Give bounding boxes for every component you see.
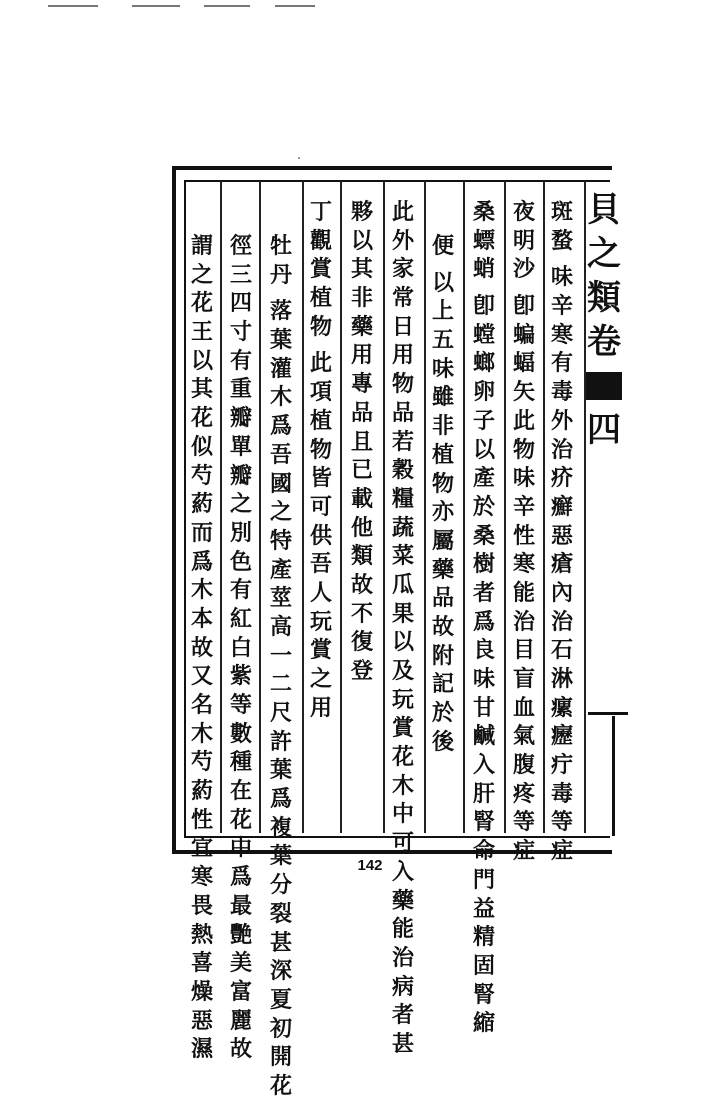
top-rule-2 [132, 5, 180, 7]
text-char: 卵 [472, 379, 495, 406]
text-char: 瓜 [391, 571, 414, 598]
text-char: 宜 [190, 835, 213, 862]
text-char: 之 [229, 491, 252, 518]
text-char: 熱 [190, 921, 213, 948]
text-char: 在 [229, 778, 252, 805]
text-char: 味 [431, 355, 454, 382]
text-char: 故 [190, 634, 213, 661]
header-char: 卷 [587, 322, 621, 362]
fishtail-mark [586, 372, 622, 400]
text-char: 物 [391, 371, 414, 398]
text-char: 葯 [190, 491, 213, 518]
text-char: 瘡 [550, 551, 573, 578]
column-separator [504, 181, 506, 833]
text-char: 卽 [512, 293, 535, 320]
entry-heading-char: 斑 [550, 199, 573, 225]
text-char: 藥 [431, 556, 454, 583]
top-rule-3 [204, 5, 250, 7]
text-char: 矢 [512, 379, 535, 406]
text-char: 蝠 [512, 350, 535, 377]
text-char: 治 [550, 436, 573, 463]
text-char: 賞 [309, 637, 332, 664]
text-char: 花 [391, 744, 414, 771]
text-char: 供 [309, 522, 332, 549]
text-char: 爲 [269, 413, 292, 440]
text-char: 甚 [391, 1030, 414, 1057]
text-char: 玩 [391, 686, 414, 713]
text-char: 屬 [431, 527, 454, 554]
text-char: 許 [269, 728, 292, 755]
entry-heading-char: 丹 [269, 261, 292, 288]
text-char: 雖 [431, 384, 454, 411]
page-number: 142 [357, 857, 383, 874]
text-char: 外 [391, 227, 414, 254]
speck [298, 157, 300, 159]
heading-gap [548, 255, 576, 263]
text-char: 甚 [269, 929, 292, 956]
text-char: 芍 [190, 462, 213, 489]
text-char: 辛 [512, 493, 535, 520]
text-char: 腎 [472, 809, 495, 836]
text-char: 疼 [512, 780, 535, 807]
text-char: 類 [350, 543, 373, 570]
column-separator [302, 181, 304, 833]
text-char: 紅 [229, 605, 252, 632]
text-char: 產 [472, 465, 495, 492]
text-char: 及 [391, 658, 414, 684]
text-char: 者 [391, 1002, 414, 1029]
text-column-10 [188, 232, 216, 1064]
text-char: 此 [309, 350, 332, 377]
text-char: 芍 [190, 749, 213, 776]
header-rule [588, 712, 628, 715]
text-char: 木 [269, 384, 292, 411]
heading-gap [307, 341, 335, 349]
text-char: 螳 [472, 321, 495, 348]
text-char: 藥 [391, 887, 414, 914]
text-char: 癧 [550, 723, 573, 750]
text-char: 附 [431, 642, 454, 669]
text-char: 治 [550, 608, 573, 635]
text-column-4 [429, 232, 457, 756]
text-char: 開 [269, 1044, 292, 1071]
text-char: 入 [391, 858, 414, 885]
top-rule-1 [48, 5, 98, 7]
text-char: 常 [391, 285, 414, 312]
text-char: 盲 [512, 666, 535, 692]
text-char: 別 [229, 519, 252, 546]
text-char: 治 [512, 608, 535, 635]
text-char: 果 [391, 600, 414, 627]
text-char: 毒 [550, 379, 573, 406]
text-char [429, 261, 457, 269]
text-char: 腹 [512, 752, 535, 779]
text-char: 莖 [269, 585, 292, 612]
text-char: 尺 [269, 700, 292, 726]
entry-heading-char: 牡 [269, 233, 292, 259]
text-char: 四 [229, 290, 252, 317]
text-char: 夥 [350, 199, 373, 225]
text-char: 物 [309, 436, 332, 463]
text-char: 葉 [269, 757, 292, 784]
text-column-5 [389, 198, 417, 1059]
running-header [580, 188, 628, 633]
text-char: 木 [391, 772, 414, 799]
text-char: 蔬 [391, 514, 414, 541]
text-char: 初 [269, 1015, 292, 1042]
text-char: 以 [190, 347, 213, 374]
text-char: 子 [472, 407, 495, 434]
text-char: 上 [431, 298, 454, 325]
text-char: 命 [472, 838, 495, 865]
text-char: 花 [190, 405, 213, 432]
text-char: 桑 [472, 522, 495, 549]
text-char: 甘 [472, 694, 495, 721]
text-char: 謂 [190, 233, 213, 259]
text-char: 者 [472, 579, 495, 606]
text-char: 其 [190, 376, 213, 403]
text-char: 品 [391, 399, 414, 426]
text-column-6 [348, 198, 376, 686]
text-char: 名 [190, 692, 213, 718]
text-char: 載 [350, 485, 373, 512]
text-char: 寒 [550, 321, 573, 348]
text-char: 癬 [550, 493, 573, 520]
text-char: 花 [229, 806, 252, 833]
text-char: 葯 [190, 778, 213, 805]
text-char: 玩 [309, 608, 332, 635]
header-char: 之 [587, 234, 621, 274]
text-char: 氣 [512, 723, 535, 750]
text-char: 他 [350, 514, 373, 541]
text-char: 畏 [190, 892, 213, 919]
text-char: 寸 [229, 319, 252, 346]
text-char: 不 [350, 600, 373, 627]
text-char: 美 [229, 950, 252, 977]
text-char: 目 [512, 637, 535, 664]
text-char: 且 [350, 428, 373, 455]
text-char: 此 [391, 199, 414, 225]
text-char: 用 [391, 342, 414, 369]
text-column-7 [307, 198, 335, 722]
text-char: 亦 [431, 499, 454, 526]
column-separator [259, 181, 261, 833]
text-char: 人 [309, 579, 332, 606]
column-separator [383, 181, 385, 833]
text-char: 瓣 [229, 462, 252, 489]
text-char: 裂 [269, 900, 292, 927]
text-char: 螂 [472, 350, 495, 377]
text-char: 血 [512, 694, 535, 721]
text-char: 用 [309, 694, 332, 721]
text-char: 菜 [391, 543, 414, 570]
text-char: 喜 [190, 950, 213, 977]
text-char: 皆 [309, 465, 332, 492]
text-column-8 [267, 232, 295, 1101]
text-char: 種 [229, 749, 252, 776]
text-char: 木 [190, 720, 213, 747]
text-char: 五 [431, 327, 454, 354]
text-char: 家 [391, 256, 414, 283]
text-char: 以 [472, 436, 495, 463]
column-separator [340, 181, 342, 833]
text-char: 鹹 [472, 723, 495, 750]
entry-heading-char: 蝥 [550, 227, 573, 254]
entry-heading-char: 植 [309, 285, 332, 312]
text-char: 登 [350, 658, 373, 684]
text-char: 艷 [229, 921, 252, 948]
text-char: 重 [229, 376, 252, 403]
text-char: 症 [550, 838, 573, 865]
entry-heading-char: 螵 [472, 227, 495, 254]
text-char: 性 [512, 522, 535, 549]
text-char: 後 [431, 728, 454, 755]
text-column-1 [548, 198, 576, 866]
text-char: 益 [472, 895, 495, 922]
text-char: 卽 [472, 293, 495, 320]
entry-heading-char: 明 [512, 227, 535, 254]
text-char: 可 [391, 830, 414, 857]
text-char: 之 [309, 666, 332, 692]
text-char: 肝 [472, 780, 495, 807]
text-char: 徑 [229, 233, 252, 259]
text-char: 似 [190, 433, 213, 460]
column-separator [424, 181, 426, 833]
text-char: 白 [229, 634, 252, 661]
text-char: 辛 [550, 293, 573, 320]
text-char: 毒 [550, 780, 573, 807]
text-char: 良 [472, 637, 495, 664]
text-char: 專 [350, 371, 373, 398]
text-char: 本 [190, 605, 213, 632]
text-char: 濕 [190, 1036, 213, 1063]
text-char: 疔 [550, 752, 573, 779]
text-char: 藥 [350, 313, 373, 340]
text-char: 症 [512, 838, 535, 865]
entry-heading-char: 觀 [309, 227, 332, 254]
text-char: 蝙 [512, 321, 535, 348]
text-char: 味 [550, 264, 573, 291]
text-char: 糧 [391, 485, 414, 512]
text-char: 之 [269, 499, 292, 526]
entry-heading-char: 蛸 [472, 256, 495, 283]
text-char: 疥 [550, 465, 573, 492]
text-char: 可 [309, 493, 332, 520]
text-char: 品 [350, 399, 373, 426]
text-column-2 [510, 198, 538, 866]
text-char: 富 [229, 978, 252, 1005]
text-char: 色 [229, 548, 252, 575]
heading-gap [267, 289, 295, 297]
entry-heading-char: 丁 [309, 199, 332, 225]
text-char: 又 [190, 663, 213, 690]
text-char: 物 [431, 470, 454, 497]
text-char: 等 [550, 809, 573, 836]
text-char: 燥 [190, 978, 213, 1005]
text-char: 能 [391, 916, 414, 943]
text-char: 有 [550, 350, 573, 377]
entry-heading-char: 物 [309, 313, 332, 340]
text-char: 中 [229, 835, 252, 862]
text-char: 有 [229, 577, 252, 604]
text-char: 之 [190, 261, 213, 288]
text-char: 味 [512, 465, 535, 492]
text-char: 惡 [550, 522, 573, 549]
text-char: 淋 [550, 666, 573, 692]
text-char: 便 [431, 233, 454, 259]
text-column-3 [470, 198, 498, 1038]
text-char: 植 [309, 407, 332, 434]
text-char: 非 [431, 413, 454, 440]
text-char: 品 [431, 585, 454, 612]
text-char: 樹 [472, 551, 495, 578]
text-char: 麗 [229, 1007, 252, 1034]
text-char: 記 [431, 671, 454, 698]
text-char: 夏 [269, 986, 292, 1013]
text-char: 花 [269, 1072, 292, 1099]
text-char: 用 [350, 342, 373, 369]
text-char: 一 [269, 642, 292, 669]
header-char: 貝 [587, 190, 621, 230]
text-char: 最 [229, 892, 252, 919]
text-char: 項 [309, 379, 332, 406]
text-char: 故 [350, 571, 373, 598]
text-char: 寒 [512, 551, 535, 578]
text-char: 瓣 [229, 405, 252, 432]
text-char: 其 [350, 256, 373, 283]
text-char: 已 [350, 457, 373, 484]
column-separator [543, 181, 545, 833]
text-char: 此 [512, 407, 535, 434]
text-char: 有 [229, 347, 252, 374]
text-char: 而 [190, 519, 213, 546]
text-char: 惡 [190, 1007, 213, 1034]
text-char: 日 [391, 313, 414, 340]
text-char: 葉 [269, 843, 292, 870]
text-char: 精 [472, 924, 495, 951]
entry-heading-char: 沙 [512, 256, 535, 283]
text-char: 以 [391, 629, 414, 656]
heading-gap [470, 284, 498, 292]
text-char: 能 [512, 579, 535, 606]
header-char: 類 [587, 278, 621, 318]
text-char: 王 [190, 319, 213, 346]
text-column-9 [227, 232, 255, 1064]
margin-rule [612, 716, 615, 836]
text-char: 復 [350, 629, 373, 656]
text-char: 吾 [309, 551, 332, 578]
text-char: 單 [229, 433, 252, 460]
entry-heading-char: 桑 [472, 199, 495, 225]
text-char: 腎 [472, 981, 495, 1008]
text-char: 數 [229, 720, 252, 747]
column-separator [463, 181, 465, 833]
text-char: 若 [391, 428, 414, 455]
text-char: 石 [550, 637, 573, 664]
entry-heading-char: 夜 [512, 199, 535, 225]
text-char: 固 [472, 952, 495, 979]
text-char: 爲 [472, 608, 495, 635]
text-char: 等 [229, 692, 252, 718]
text-char: 爲 [190, 548, 213, 575]
text-char: 故 [229, 1036, 252, 1063]
text-char: 分 [269, 872, 292, 899]
text-char: 治 [391, 944, 414, 971]
text-char: 國 [269, 470, 292, 497]
text-char: 爲 [229, 864, 252, 891]
text-char: 非 [350, 285, 373, 312]
text-char: 二 [269, 671, 292, 698]
text-char: 於 [431, 700, 454, 726]
header-char: 四 [587, 410, 621, 450]
text-char: 特 [269, 527, 292, 554]
text-char: 以 [350, 227, 373, 254]
text-char: 瘰 [550, 694, 573, 721]
text-char: 植 [431, 441, 454, 468]
text-char: 於 [472, 493, 495, 520]
text-char: 等 [512, 809, 535, 836]
top-rule-4 [275, 5, 315, 7]
text-char: 內 [550, 579, 573, 606]
text-char: 深 [269, 958, 292, 985]
text-char: 三 [229, 261, 252, 288]
text-char: 寒 [190, 864, 213, 891]
text-char: 花 [190, 290, 213, 317]
text-char: 入 [472, 752, 495, 779]
text-char: 紫 [229, 663, 252, 690]
text-char: 外 [550, 407, 573, 434]
text-char: 賞 [391, 715, 414, 742]
text-char: 穀 [391, 457, 414, 484]
text-char: 病 [391, 973, 414, 1000]
text-char: 故 [431, 613, 454, 640]
text-char: 物 [512, 436, 535, 463]
text-char: 縮 [472, 1010, 495, 1037]
text-char: 木 [190, 577, 213, 604]
text-char: 葉 [269, 327, 292, 354]
text-char: 以 [431, 269, 454, 296]
text-char: 爲 [269, 786, 292, 813]
text-char: 味 [472, 666, 495, 692]
text-char: 高 [269, 613, 292, 640]
text-char: 灌 [269, 355, 292, 382]
text-char: 中 [391, 801, 414, 828]
text-char: 產 [269, 556, 292, 583]
text-char: 性 [190, 806, 213, 833]
column-separator [220, 181, 222, 833]
entry-heading-char: 賞 [309, 256, 332, 283]
text-char: 落 [269, 298, 292, 325]
text-char: 吾 [269, 441, 292, 468]
text-char: 複 [269, 814, 292, 841]
text-char: 門 [472, 866, 495, 893]
heading-gap [510, 284, 538, 292]
